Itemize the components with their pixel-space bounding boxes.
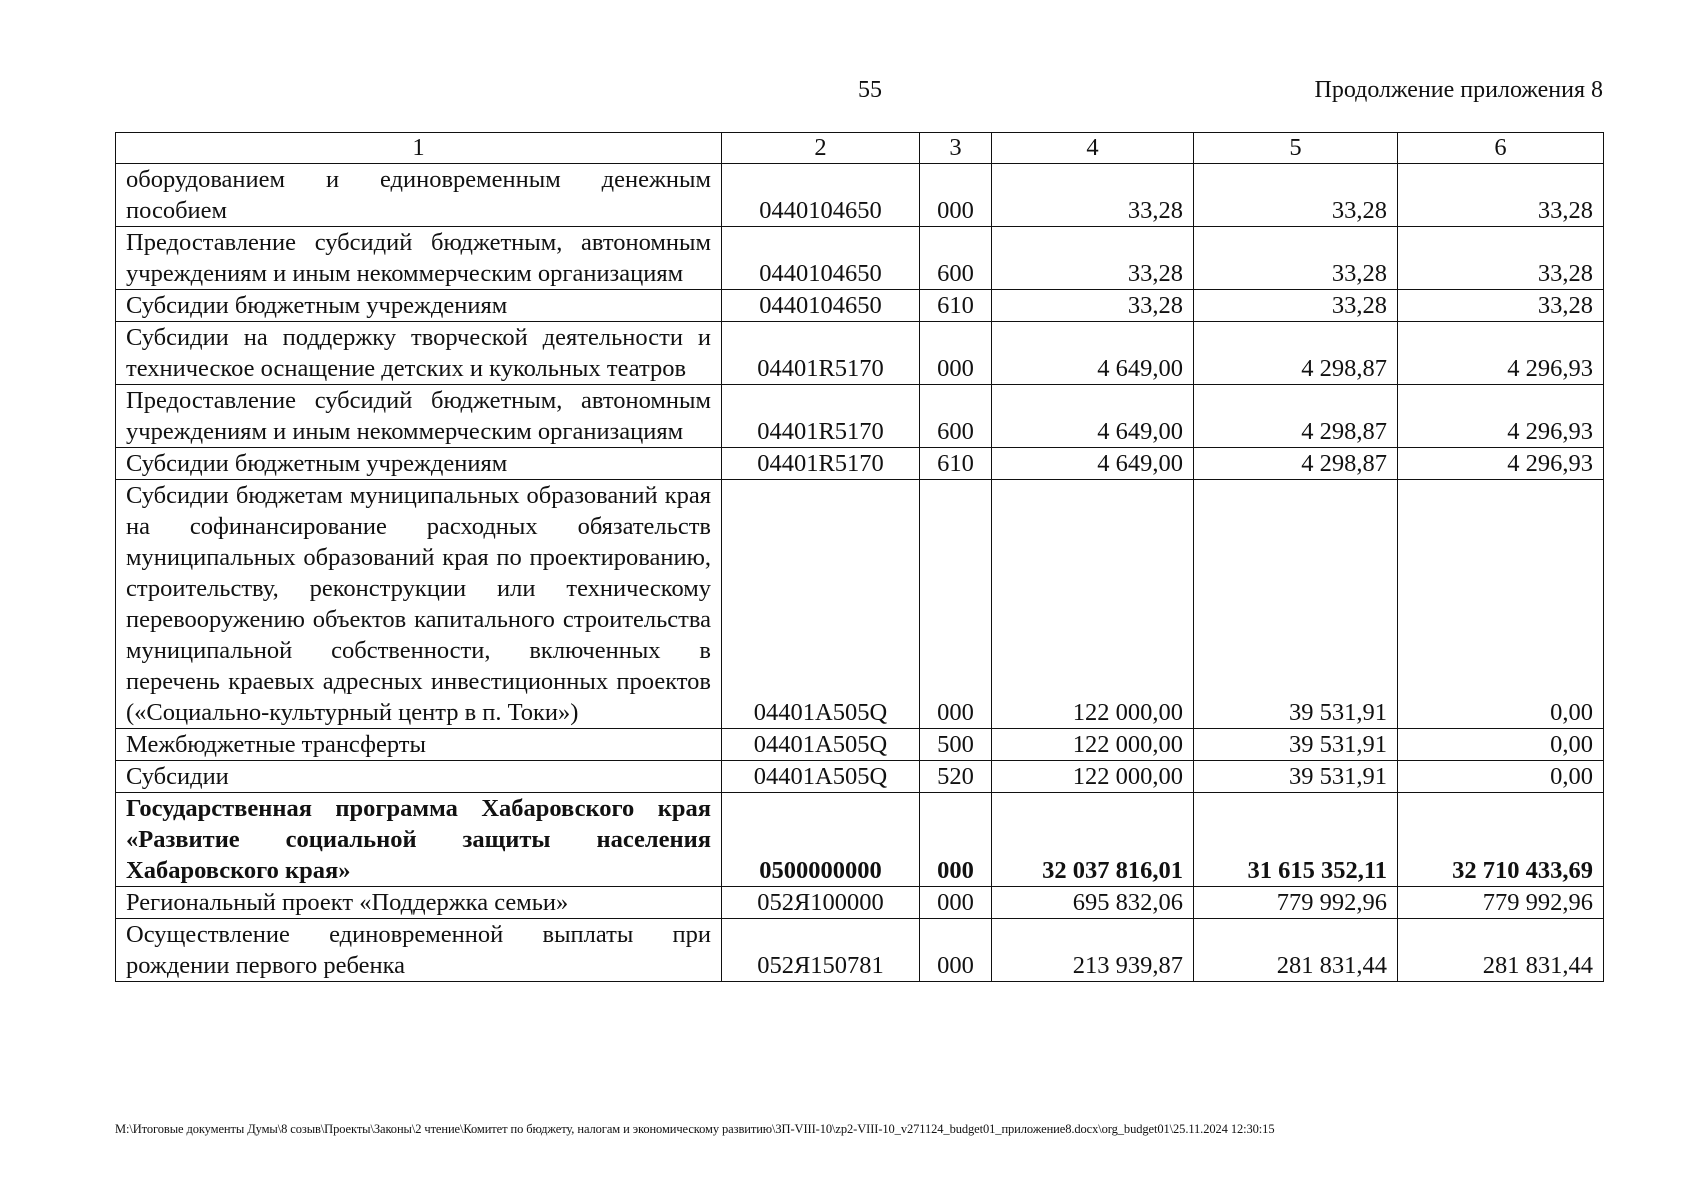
row-code: 04401А505Q — [722, 761, 920, 793]
row-type: 520 — [920, 761, 992, 793]
row-value-2: 39 531,91 — [1194, 761, 1398, 793]
row-type: 600 — [920, 227, 992, 290]
row-value-3: 0,00 — [1398, 729, 1604, 761]
row-value-3: 4 296,93 — [1398, 385, 1604, 448]
row-value-1: 33,28 — [992, 227, 1194, 290]
row-name: Осуществление единовременной выплаты при рождении первого ребенка — [116, 919, 722, 982]
row-value-3: 0,00 — [1398, 761, 1604, 793]
row-name: Субсидии бюджетным учреждениям — [116, 448, 722, 480]
row-value-2: 4 298,87 — [1194, 448, 1398, 480]
row-value-2: 39 531,91 — [1194, 729, 1398, 761]
table-row — [116, 227, 1604, 290]
row-code: 04401А505Q — [722, 480, 920, 729]
table-body — [116, 164, 1604, 982]
row-code: 0440104650 — [722, 227, 920, 290]
row-value-2: 33,28 — [1194, 164, 1398, 227]
row-value-3: 779 992,96 — [1398, 887, 1604, 919]
appendix-title: Продолжение приложения 8 — [1314, 77, 1603, 103]
row-value-2: 33,28 — [1194, 290, 1398, 322]
row-type: 600 — [920, 385, 992, 448]
row-value-1: 32 037 816,01 — [992, 793, 1194, 887]
table-row — [116, 793, 1604, 887]
row-name: Предоставление субсидий бюджетным, автономным учреждениям и иным некоммерческим организациям — [116, 385, 722, 448]
table-row — [116, 164, 1604, 227]
row-value-1: 213 939,87 — [992, 919, 1194, 982]
row-value-3: 33,28 — [1398, 227, 1604, 290]
row-value-2: 779 992,96 — [1194, 887, 1398, 919]
row-type: 610 — [920, 448, 992, 480]
row-name: Государственная программа Хабаровского края «Развитие социальной защиты населения Хабаровского края» — [116, 793, 722, 887]
row-value-2: 4 298,87 — [1194, 385, 1398, 448]
row-code: 0440104650 — [722, 290, 920, 322]
row-code: 052Я100000 — [722, 887, 920, 919]
table-row — [116, 729, 1604, 761]
row-value-1: 122 000,00 — [992, 729, 1194, 761]
table-row — [116, 887, 1604, 919]
row-value-1: 33,28 — [992, 290, 1194, 322]
table-row — [116, 919, 1604, 982]
row-type: 000 — [920, 480, 992, 729]
row-name: Региональный проект «Поддержка семьи» — [116, 887, 722, 919]
row-value-3: 0,00 — [1398, 480, 1604, 729]
table-row — [116, 385, 1604, 448]
column-header-4: 4 — [992, 133, 1194, 164]
column-header-6: 6 — [1398, 133, 1604, 164]
row-type: 500 — [920, 729, 992, 761]
table-row — [116, 761, 1604, 793]
column-header-3: 3 — [920, 133, 992, 164]
table-row — [116, 448, 1604, 480]
row-name: оборудованием и единовременным денежным пособием — [116, 164, 722, 227]
row-name: Субсидии — [116, 761, 722, 793]
table-row — [116, 480, 1604, 729]
row-code: 04401А505Q — [722, 729, 920, 761]
budget-table — [115, 132, 1604, 982]
row-name: Субсидии бюджетам муниципальных образований края на софинансирование расходных обязательств муниципальных образований края по проектированию, строительству, реконструкции или техническому перевооружению объектов капитального строительства муниципальной собственности, включенных в перечень краевых адресных инвестиционных проектов («Социально-культурный центр в п. Токи») — [116, 480, 722, 729]
row-value-2: 31 615 352,11 — [1194, 793, 1398, 887]
row-name: Субсидии на поддержку творческой деятельности и техническое оснащение детских и кукольных театров — [116, 322, 722, 385]
row-code: 0500000000 — [722, 793, 920, 887]
row-value-1: 4 649,00 — [992, 385, 1194, 448]
row-value-2: 39 531,91 — [1194, 480, 1398, 729]
row-type: 610 — [920, 290, 992, 322]
row-name: Межбюджетные трансферты — [116, 729, 722, 761]
row-type: 000 — [920, 887, 992, 919]
row-type: 000 — [920, 322, 992, 385]
row-code: 04401R5170 — [722, 385, 920, 448]
row-value-3: 4 296,93 — [1398, 448, 1604, 480]
footer-file-path: M:\Итоговые документы Думы\8 созыв\Проекты\Законы\2 чтение\Комитет по бюджету, налогам и экономическому развитию\ЗП-VIII-10\zp2-VIII-10_v271124_budget01_приложение8.docx\org_budget01\25.11.2024 12:30:15 — [115, 1122, 1275, 1136]
row-value-2: 281 831,44 — [1194, 919, 1398, 982]
column-header-2: 2 — [722, 133, 920, 164]
row-value-3: 4 296,93 — [1398, 322, 1604, 385]
row-value-1: 33,28 — [992, 164, 1194, 227]
table-row — [116, 322, 1604, 385]
row-code: 052Я150781 — [722, 919, 920, 982]
row-value-1: 4 649,00 — [992, 322, 1194, 385]
row-type: 000 — [920, 164, 992, 227]
row-value-2: 4 298,87 — [1194, 322, 1398, 385]
row-value-3: 32 710 433,69 — [1398, 793, 1604, 887]
row-type: 000 — [920, 919, 992, 982]
table-header-row — [116, 133, 1604, 164]
row-value-1: 4 649,00 — [992, 448, 1194, 480]
row-value-3: 33,28 — [1398, 290, 1604, 322]
row-name: Субсидии бюджетным учреждениям — [116, 290, 722, 322]
row-value-1: 122 000,00 — [992, 761, 1194, 793]
column-header-1: 1 — [116, 133, 722, 164]
row-name: Предоставление субсидий бюджетным, автономным учреждениям и иным некоммерческим организациям — [116, 227, 722, 290]
row-value-3: 33,28 — [1398, 164, 1604, 227]
row-code: 04401R5170 — [722, 448, 920, 480]
table-row — [116, 290, 1604, 322]
row-code: 04401R5170 — [722, 322, 920, 385]
column-header-5: 5 — [1194, 133, 1398, 164]
row-value-2: 33,28 — [1194, 227, 1398, 290]
page-number: 55 — [858, 77, 882, 103]
row-code: 0440104650 — [722, 164, 920, 227]
row-value-1: 122 000,00 — [992, 480, 1194, 729]
row-value-3: 281 831,44 — [1398, 919, 1604, 982]
row-value-1: 695 832,06 — [992, 887, 1194, 919]
row-type: 000 — [920, 793, 992, 887]
